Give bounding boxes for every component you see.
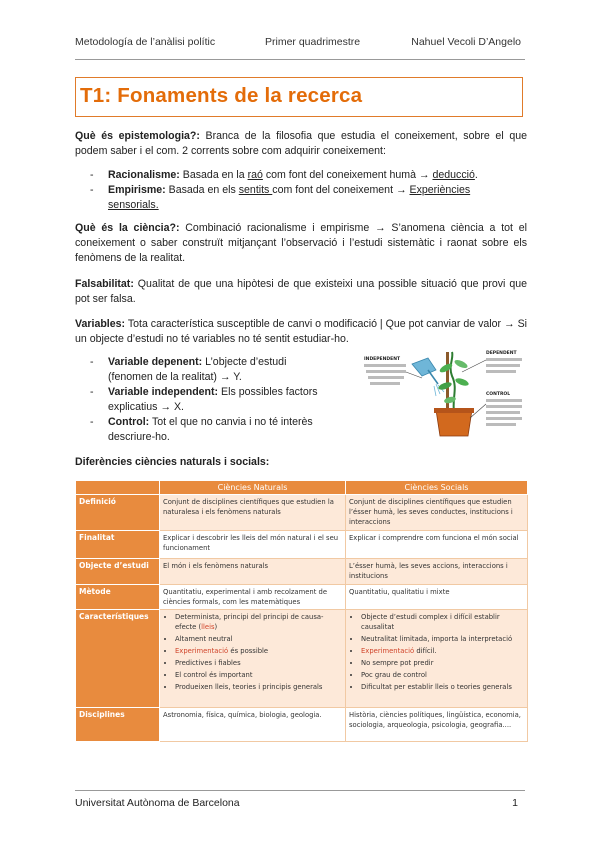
ciencia-paragraph: [75, 221, 527, 266]
var-depenent-text-1: L’objecte d’estudi: [202, 356, 287, 368]
cell-naturals: Quantitatiu, experimental i amb recolzament de ciències formals, com les matemàtiques: [160, 585, 346, 610]
caract-socials-list: [349, 612, 524, 692]
table-row: [76, 531, 528, 559]
table-header-blank: [76, 481, 160, 495]
racionalisme-underline-1: raó: [247, 169, 263, 181]
caract-highlight: Experimentació: [175, 647, 229, 655]
table-row: [76, 708, 528, 742]
caract-text: El control és important: [175, 671, 253, 679]
cell-socials: Història, ciències polítiques, lingüística, economia, sociologia, arqueologia, psicologia, geografia....: [346, 708, 528, 742]
row-label: Definició: [76, 495, 160, 531]
page-title: T1: Fonaments de la recerca: [80, 84, 363, 107]
table-header-socials: Ciències Socials: [346, 481, 528, 495]
comparison-table: [75, 480, 528, 742]
footer-university: Universitat Autònoma de Barcelona: [75, 797, 240, 809]
list-item: [361, 682, 524, 692]
caract-highlight: lleis: [201, 623, 215, 631]
caract-text: Neutralitat limitada, importa la interpretació: [361, 635, 513, 643]
falsabilitat-paragraph: [75, 277, 527, 307]
falsabilitat-text: Qualitat de que una hipòtesi de que existeixi una possible situació que provi que pot ser falsa.: [75, 278, 527, 305]
page-footer: [75, 797, 525, 809]
empirisme-label: Empirisme:: [108, 184, 166, 196]
table-header-row: [76, 481, 528, 495]
row-label: Finalitat: [76, 531, 160, 559]
epistemologia-label: Què és epistemologia?:: [75, 130, 200, 142]
racionalisme-text-2: com font del coneixement humà →: [262, 169, 433, 181]
var-depenent-text-2: (fenomen de la realitat) → Y.: [108, 371, 242, 383]
racionalisme-text-3: .: [474, 169, 478, 181]
list-item: [175, 612, 342, 632]
caract-text: Predictives i fiables: [175, 659, 241, 667]
caract-text: Poc grau de control: [361, 671, 427, 679]
caract-text: Altament neutral: [175, 635, 233, 643]
variables-text: Tota característica susceptible de canvi o modificació | Que pot canviar de valor → Si un objecte d’estudi no té variables no té sentit estudiar-ho.: [75, 318, 527, 345]
var-depenent-label: Variable depenent:: [108, 356, 203, 368]
falsabilitat-label: Falsabilitat:: [75, 278, 134, 290]
cell-naturals: [160, 610, 346, 708]
row-label: Objecte d’estudi: [76, 559, 160, 585]
list-item: [361, 612, 524, 632]
plant-independent-label: INDEPENDENT: [364, 357, 401, 362]
cell-socials: [346, 610, 528, 708]
caract-text: difícil.: [414, 647, 437, 655]
var-independent-label: Variable independent:: [108, 386, 219, 398]
plant-dependent-label: DEPENDENT: [486, 351, 517, 356]
empirisme-underline-1: sentits: [238, 184, 273, 196]
table-row: [76, 585, 528, 610]
list-item: [175, 682, 342, 692]
epistemologia-text: Branca de la filosofia que estudia el coneixement, sobre el que podem saber i el com. 2 corrents sobre com adquirir coneixement:: [75, 130, 527, 157]
list-item: [361, 634, 524, 644]
cell-naturals: El món i els fenòmens naturals: [160, 559, 346, 585]
table-header-naturals: Ciències Naturals: [160, 481, 346, 495]
plant-control-label: CONTROL: [486, 392, 511, 397]
ciencia-text: Combinació racionalisme i empirisme → S’anomena ciència a tot el coneixement o saber construït mitjançant l’observació i l’estudi sistemàtic i raonat sobre els fenòmens de la realitat.: [75, 222, 527, 264]
table-heading: Diferències ciències naturals i socials:: [75, 456, 270, 468]
caract-naturals-list: [163, 612, 342, 692]
ciencia-label: Què és la ciència?:: [75, 222, 180, 234]
row-label: Mètode: [76, 585, 160, 610]
title-box: [75, 77, 523, 117]
table-row-caracteristiques: [76, 610, 528, 708]
racionalisme-text-1: Basada en la: [179, 169, 248, 181]
cell-socials: Conjunt de disciplines científiques que estudien l’ésser humà, les seves conductes, institucions i interaccions: [346, 495, 528, 531]
var-independent-text-1: Els possibles factors: [218, 386, 318, 398]
list-item: [175, 646, 342, 656]
table-row: [76, 495, 528, 531]
caract-text: Objecte d’estudi complex i difícil establir causalitat: [361, 613, 500, 631]
cell-socials: L’ésser humà, les seves accions, interaccions i institucions: [346, 559, 528, 585]
list-item: [175, 670, 342, 680]
racionalisme-underline-2: deducció: [432, 169, 475, 181]
caract-text: No sempre pot predir: [361, 659, 434, 667]
header-author: Nahuel Vecoli D’Angelo: [411, 36, 521, 48]
cell-naturals: Astronomia, física, química, biologia, geologia.: [160, 708, 346, 742]
empirisme-text-1: Basada en els: [165, 184, 239, 196]
header-course: Metodología de l’anàlisi polític: [75, 36, 216, 48]
list-item: [175, 658, 342, 668]
list-item: [175, 634, 342, 644]
var-control-label: Control:: [108, 416, 150, 428]
empirisme-underline-3: sensorials.: [108, 199, 159, 211]
caract-text: Dificultat per establir lleis o teories generals: [361, 683, 512, 691]
empirisme-text-2: com font del coneixement →: [272, 184, 410, 196]
variables-label: Variables:: [75, 318, 126, 330]
page-number: 1: [512, 797, 518, 809]
list-item: [361, 646, 524, 656]
epistemologia-paragraph: [75, 129, 527, 159]
header-divider: [75, 59, 525, 60]
row-label: Disciplines: [76, 708, 160, 742]
cell-naturals: Conjunt de disciplines científiques que estudien la naturalesa i els fenòmens naturals: [160, 495, 346, 531]
var-control-text-2: descriure-ho.: [108, 431, 170, 443]
racionalisme-label: Racionalisme:: [108, 169, 180, 181]
plant-experiment-illustration: [362, 348, 526, 440]
cell-socials: Explicar i comprendre com funciona el món social: [346, 531, 528, 559]
caract-highlight: Experimentació: [361, 647, 415, 655]
table-row: [76, 559, 528, 585]
empirisme-underline-2: Experiències: [409, 184, 471, 196]
cell-naturals: Explicar i descobrir les lleis del món natural i el seu funcionament: [160, 531, 346, 559]
list-item: [361, 658, 524, 668]
row-label: Característiques: [76, 610, 160, 708]
variables-paragraph: [75, 317, 527, 347]
header-term: Primer quadrimestre: [265, 36, 361, 48]
var-control-text-1: Tot el que no canvia i no té interès: [149, 416, 313, 428]
cell-socials: Quantitatiu, qualitatiu i mixte: [346, 585, 528, 610]
footer-divider: [75, 790, 525, 791]
caract-text: ): [214, 623, 218, 631]
list-item: [361, 670, 524, 680]
caract-text: Produeixen lleis, teories i principis generals: [175, 683, 323, 691]
caract-text: és possible: [228, 647, 269, 655]
var-independent-text-2: explicatius → X.: [108, 401, 184, 413]
caract-text: Determinista, principi del principi de causa-efecte (: [175, 613, 324, 631]
